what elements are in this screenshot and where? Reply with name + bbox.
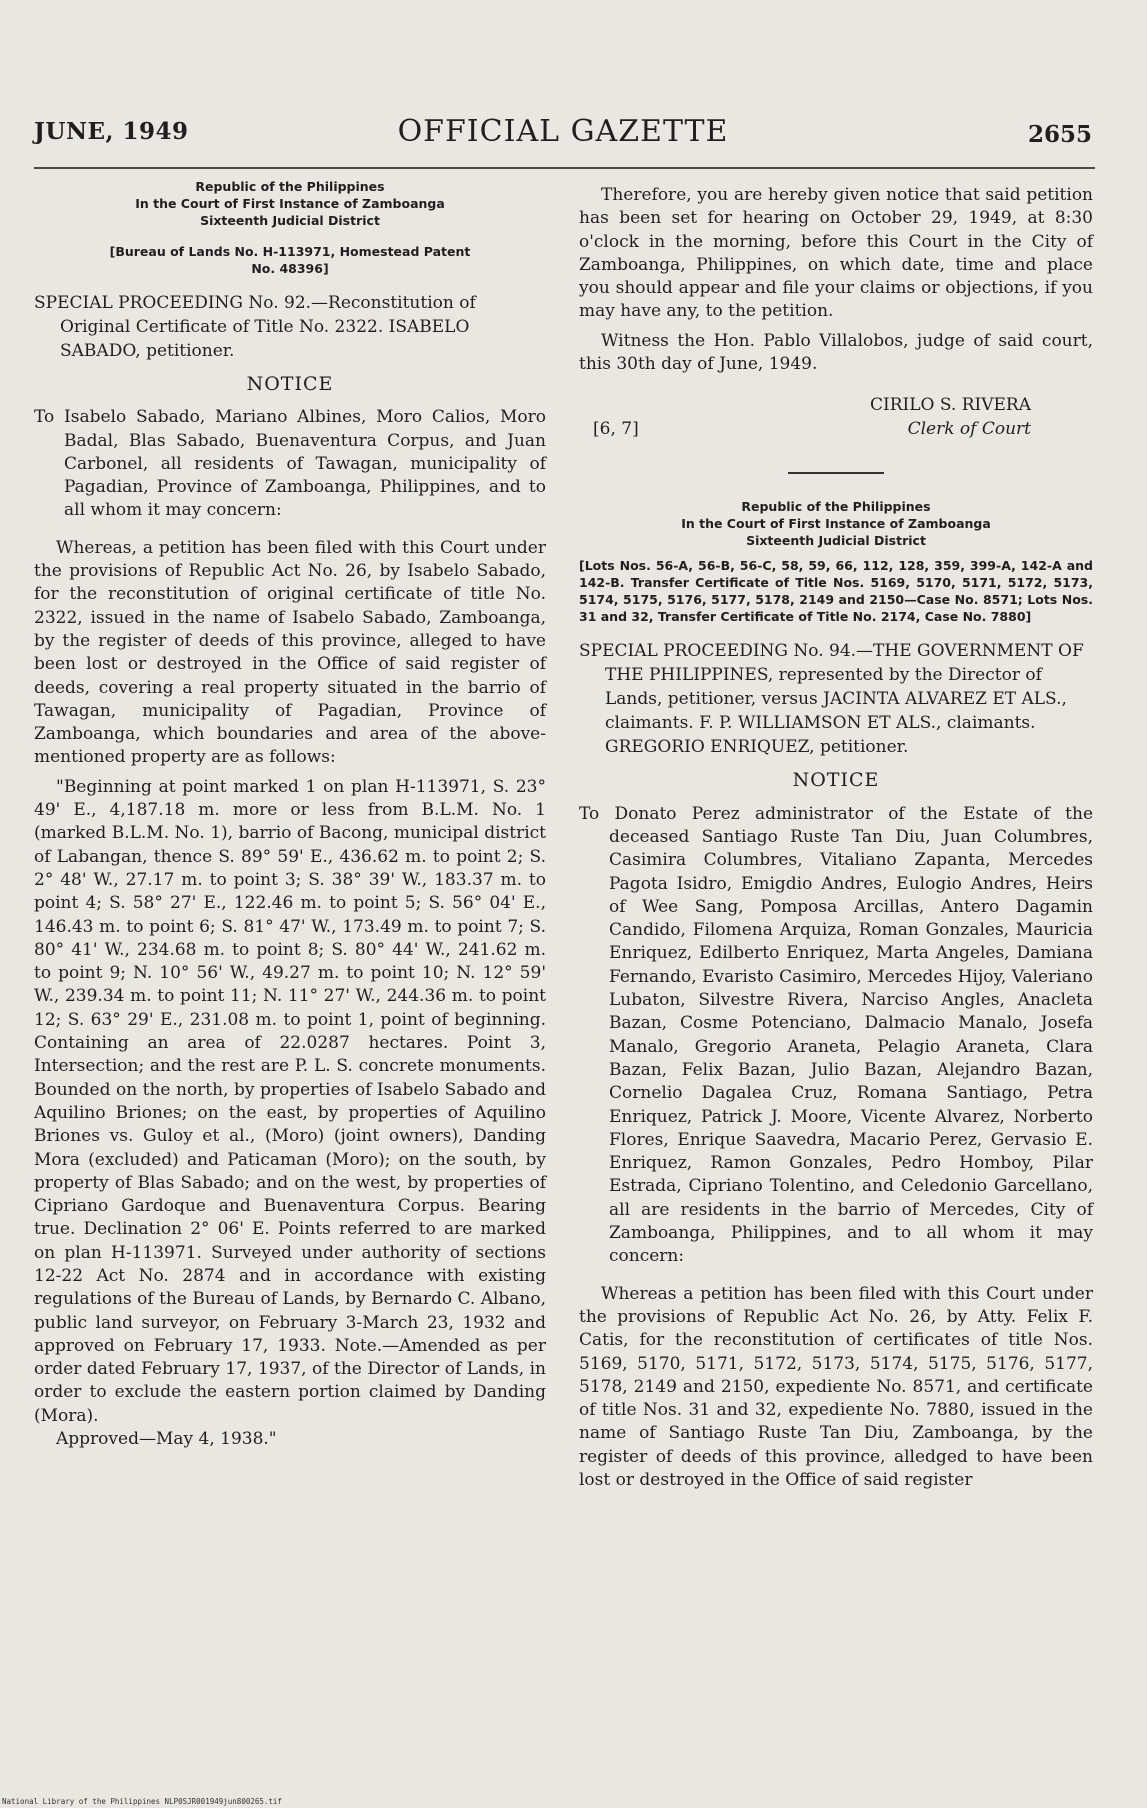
issue-date: JUNE, 1949 (34, 118, 189, 145)
addressees: To Donato Perez administrator of the Estate of the deceased Santiago Ruste Tan Diu, Juan Columbres, Casimira Columbres, Vitaliano Zapanta, Mercedes Pagota Isidro, Emigdio Andres, Eulogio Andres, Heirs of Wee Sang, Pomposa Arcillas, Antero Dagamin Candido, Filomena Arquiza, Roman Gonzales, Mauricia Enriquez, Edilberto Enriquez, Marta Angeles, Damiana Fernando, Evaristo Casimiro, Mercedes Hijoy, Valeriano Lubaton, Silvestre Rivera, Narciso Angles, Anacleta Bazan, Cosme Potenciano, Dalmacio Manalo, Josefa Manalo, Gregorio Araneta, Pelagio Araneta, Clara Bazan, Felix Bazan, Julio Bazan, Alejandro Bazan, Cornelio Dagalea Cruz, Romana Santiago, Petra Enriquez, Patrick J. Moore, Vicente Alvarez, Norberto Flores, Enrique Saavedra, Macario Perez, Gervasio E. Enriquez, Ramon Gonzales, Pedro Homboy, Pilar Estrada, Cipriano Tolentino, and Celedonio Garcellano, all are residents in the barrio of Mercedes, City of Zamboanga, Philippines, and to all whom it may concern: (579, 803, 1093, 1267)
court-line: Republic of the Philippines (195, 179, 385, 194)
left-column (34, 178, 546, 1451)
special-proceeding-title: SPECIAL PROCEEDING No. 94.—THE GOVERNMENT OF THE PHILIPPINES, represented by the Director of Lands, petitioner, versus JACINTA ALVAREZ ET ALS., claimants. F. P. WILLIAMSON ET ALS., claimants. GREGORIO ENRIQUEZ, petitioner. (579, 641, 1084, 758)
court-heading (34, 178, 546, 229)
approval-line: Approved—May 4, 1938." (56, 1429, 277, 1450)
signature-block (579, 394, 1093, 448)
court-line: Sixteenth Judicial District (200, 213, 380, 228)
publication-title: OFFICIAL GAZETTE (397, 114, 729, 149)
bureau-reference (34, 243, 546, 277)
clerk-name: CIRILO S. RIVERA (870, 395, 1031, 416)
notice-heading: NOTICE (246, 373, 334, 395)
special-proceeding-title: SPECIAL PROCEEDING No. 92.—Reconstitution of Original Certificate of Title No. 2322. ISABELO SABADO, petitioner. (34, 293, 476, 361)
court-line: In the Court of First Instance of Zamboanga (135, 196, 445, 211)
clerk-title: Clerk of Court (907, 419, 1031, 440)
header-rule (34, 167, 1095, 169)
lots-reference: [Lots Nos. 56-A, 56-B, 56-C, 58, 59, 66, 112, 128, 359, 399-A, 142-A and 142-B. Transfer Certificate of Title Nos. 5169, 5170, 5171, 5172, 5173, 5174, 5175, 5176, 5177, 5178, 2149 and 2150—Case No. 8571; Lots Nos. 31 and 32, Transfer Certificate of Title No. 2174, Case No. 7880] (579, 558, 1093, 625)
right-column (579, 178, 1093, 1492)
section-divider (788, 472, 884, 474)
court-line: Republic of the Philippines (741, 499, 931, 515)
page-number: 2655 (1027, 121, 1092, 148)
bureau-line: [Bureau of Lands No. H-113971, Homestead Patent (109, 244, 471, 259)
court-line: Sixteenth Judicial District (746, 533, 926, 549)
whereas-paragraph: Whereas a petition has been filed with this Court under the provisions of Republic Act No. 26, by Atty. Felix F. Catis, for the reconstitution of certificates of title Nos. 5169, 5170, 5171, 5172, 5173, 5174, 5175, 5176, 5177, 5178, 2149 and 2150, expediente No. 8571, and certificate of title Nos. 31 and 32, expediente No. 7880, issued in the name of Santiago Ruste Tan Diu, Zamboanga, by the register of deeds of this province, alledged to have been lost or destroyed in the Office of said register (579, 1283, 1093, 1490)
therefore-paragraph: Therefore, you are hereby given notice that said petition has been set for hearing on October 29, 1949, at 8:30 o'clock in the morning, before this Court in the City of Zamboanga, Philippines, on which date, time and place you should appear and file your claims or objections, if you may have any, to the petition. (579, 185, 1093, 322)
issue-code: [6, 7] (593, 419, 639, 440)
page-header (34, 114, 1092, 160)
court-line: In the Court of First Instance of Zamboanga (681, 516, 991, 532)
addressees: To Isabelo Sabado, Mariano Albines, Moro Calios, Moro Badal, Blas Sabado, Buenaventura Corpus, and Juan Carbonel, all residents of Tawagan, municipality of Pagadian, Province of Zamboanga, Philippines, and to all whom it may concern: (34, 407, 546, 521)
whereas-paragraph: Whereas, a petition has been filed with this Court under the provisions of Republic Act No. 26, by Isabelo Sabado, for the reconstitution of original certificate of title No. 2322, issued in the name of Isabelo Sabado, Zamboanga, by the register of deeds of this province, alleged to have been lost or destroyed in the Office of said register of deeds, covering a real property situated in the barrio of Tawagan, municipality of Pagadian, Province of Zamboanga, which boundaries and area of the above-mentioned property are as follows: (34, 537, 546, 768)
court-heading (579, 498, 1093, 549)
notice-heading: NOTICE (792, 769, 880, 792)
witness-paragraph: Witness the Hon. Pablo Villalobos, judge of said court, this 30th day of June, 1949. (579, 330, 1093, 375)
scan-source-line: National Library of the Philippines NLP0SJR001949jun800265.tif (2, 1797, 282, 1806)
bureau-line: No. 48396] (251, 261, 329, 276)
property-description: "Beginning at point marked 1 on plan H-113971, S. 23° 49' E., 4,187.18 m. more or less from B.L.M. No. 1 (marked B.L.M. No. 1), barrio of Bacong, municipal district of Labangan, thence S. 89° 59' E., 436.62 m. to point 2; S. 2° 48' W., 27.17 m. to point 3; S. 38° 39' W., 183.37 m. to point 4; S. 58° 27' E., 122.46 m. to point 5; S. 56° 04' E., 146.43 m. to point 6; S. 81° 47' W., 173.49 m. to point 7; S. 80° 41' W., 234.68 m. to point 8; S. 80° 44' W., 241.62 m. to point 9; N. 10° 56' W., 49.27 m. to point 10; N. 12° 59' W., 239.34 m. to point 11; N. 11° 27' W., 244.36 m. to point 12; S. 63° 29' E., 231.08 m. to point 1, point of beginning. Containing an area of 22.0287 hectares. Point 3, Intersection; and the rest are P. L. S. concrete monuments. Bounded on the north, by properties of Isabelo Sabado and Aquilino Briones; on the east, by properties of Aquilino Briones vs. Guloy et al., (Moro) (joint owners), Danding Mora (excluded) and Paticaman (Moro); on the south, by property of Blas Sabado; and on the west, by properties of Cipriano Gardoque and Buenaventura Corpus. Bearing true. Declination 2° 06' E. Points referred to are marked on plan H-113971. Surveyed under authority of sections 12-22 Act No. 2874 and in accordance with existing regulations of the Bureau of Lands, by Bernardo C. Albano, public land surveyor, on February 3-March 23, 1932 and approved on February 17, 1933. Note.—Amended as per order dated February 17, 1937, of the Director of Lands, in order to exclude the eastern portion claimed by Danding (Mora). (34, 776, 547, 1426)
